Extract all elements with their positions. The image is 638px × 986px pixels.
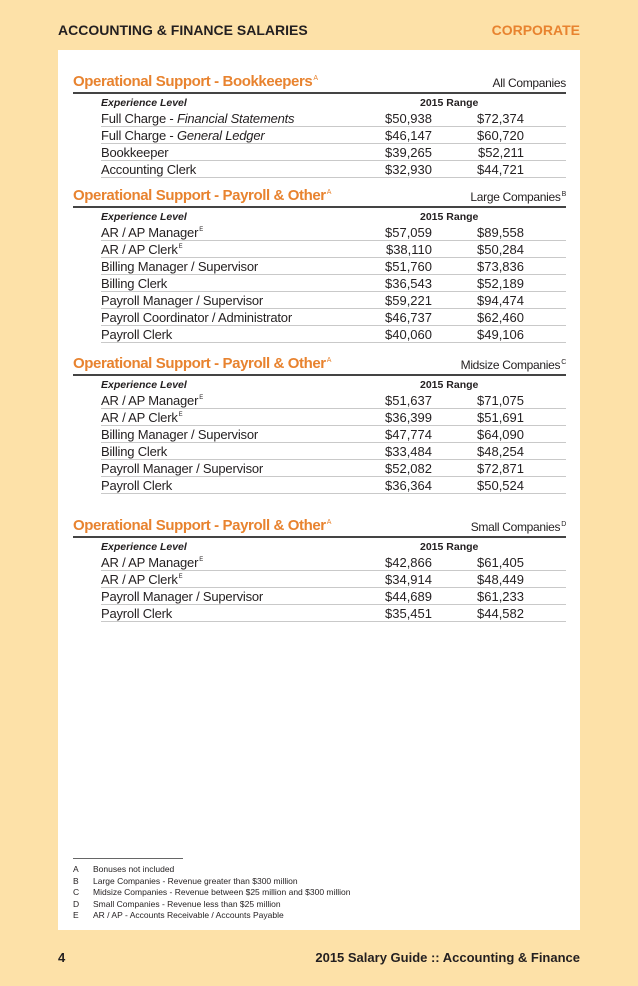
page-header	[58, 22, 580, 38]
table-row	[101, 275, 566, 292]
job-title	[101, 225, 203, 240]
salary-high: $44,582	[477, 605, 524, 621]
range-header: 2015 Range	[420, 96, 479, 109]
salary-low: $47,774	[385, 426, 432, 442]
footnote-text: Bonuses not included	[93, 864, 175, 874]
table-row	[101, 588, 566, 605]
column-headers	[73, 208, 566, 224]
experience-level-header: Experience Level	[101, 210, 187, 223]
job-title-text: Full Charge -	[101, 110, 177, 126]
job-title-text: AR / AP Manager	[101, 554, 199, 570]
table-row	[101, 409, 566, 426]
job-title	[101, 589, 263, 604]
footnote-key: B	[73, 875, 79, 886]
salary-high: $61,233	[477, 588, 524, 604]
job-title-text: Payroll Manager / Supervisor	[101, 460, 264, 476]
section-title	[73, 73, 318, 90]
salary-low: $50,938	[385, 110, 432, 126]
salary-high: $61,405	[477, 554, 524, 570]
job-title	[101, 606, 172, 621]
job-title-footnote: E	[178, 244, 183, 251]
job-title-footnote: E	[199, 557, 204, 564]
section-title-text: Operational Support - Payroll & Other	[73, 187, 326, 204]
job-title	[101, 259, 258, 274]
salary-low: $35,451	[385, 605, 432, 621]
header-category: CORPORATE	[491, 22, 580, 38]
section-title-text: Operational Support - Payroll & Other	[73, 517, 326, 534]
company-size-footnote: C	[561, 359, 566, 366]
salary-section	[73, 512, 566, 622]
salary-high: $72,374	[477, 110, 524, 126]
section-title-footnote: A	[313, 75, 318, 82]
company-size-text: Large Companies	[470, 190, 561, 204]
job-title	[101, 572, 182, 587]
salary-high: $62,460	[477, 309, 524, 325]
salary-low: $38,110	[385, 241, 432, 257]
footnote-item	[73, 876, 351, 888]
section-title	[73, 355, 331, 372]
table-row	[101, 309, 566, 326]
job-title-text: Accounting Clerk	[101, 161, 197, 177]
salary-low: $46,147	[385, 127, 432, 143]
table-row	[101, 460, 566, 477]
company-size-footnote: B	[561, 191, 566, 198]
job-title	[101, 145, 168, 160]
experience-level-header: Experience Level	[101, 378, 187, 391]
salary-low: $36,364	[385, 477, 432, 493]
job-title	[101, 293, 263, 308]
job-title-footnote: E	[178, 412, 183, 419]
job-title	[101, 461, 263, 476]
table-row	[101, 554, 566, 571]
job-title-text: AR / AP Manager	[101, 224, 199, 240]
salary-low: $46,737	[385, 309, 432, 325]
column-headers	[73, 94, 566, 110]
company-size-text: All Companies	[492, 76, 566, 90]
footnote-text: Midsize Companies - Revenue between $25 million and $300 million	[93, 887, 351, 897]
job-title	[101, 128, 265, 143]
salary-high: $52,189	[477, 275, 524, 291]
page-number: 4	[58, 950, 66, 965]
salary-high: $72,871	[477, 460, 524, 476]
salary-high: $48,254	[477, 443, 524, 459]
job-title-italic: General Ledger	[176, 127, 265, 143]
section-title-footnote: A	[326, 519, 332, 526]
table-row	[101, 161, 566, 178]
salary-low: $42,866	[385, 554, 432, 570]
salary-low: $36,543	[385, 275, 432, 291]
salary-high: $51,691	[477, 409, 524, 425]
salary-high: $49,106	[477, 326, 524, 342]
salary-panel	[58, 50, 580, 930]
job-title-text: AR / AP Clerk	[101, 571, 178, 587]
salary-high: $73,836	[477, 258, 524, 274]
salary-high: $60,720	[477, 127, 524, 143]
section-header	[73, 68, 566, 90]
table-row	[101, 258, 566, 275]
range-header: 2015 Range	[420, 540, 479, 553]
salary-low: $59,221	[385, 292, 432, 308]
salary-low: $33,484	[385, 443, 432, 459]
column-headers	[73, 376, 566, 392]
range-header: 2015 Range	[420, 378, 479, 391]
job-title	[101, 410, 182, 425]
table-row	[101, 477, 566, 494]
table-row	[101, 127, 566, 144]
table-row	[101, 292, 566, 309]
company-size-footnote: D	[561, 521, 566, 528]
job-title	[101, 427, 258, 442]
footnote-key: C	[73, 887, 80, 897]
job-title-text: Payroll Coordinator / Administrator	[101, 309, 292, 325]
section-header	[73, 182, 566, 204]
job-title-text: Payroll Clerk	[101, 605, 173, 621]
footnote-text: Small Companies - Revenue less than $25 million	[93, 898, 281, 909]
footnote-text: Large Companies - Revenue greater than $300 million	[93, 875, 298, 886]
footnote-key: D	[73, 898, 80, 909]
job-title	[101, 111, 294, 126]
table-row	[101, 392, 566, 409]
salary-high: $50,284	[477, 241, 524, 257]
job-title-text: Bookkeeper	[101, 144, 169, 160]
company-size	[461, 358, 566, 372]
job-title-text: Payroll Clerk	[101, 477, 173, 493]
section-title-footnote: A	[326, 357, 332, 364]
footnotes	[73, 864, 351, 922]
salary-high: $48,449	[477, 571, 524, 587]
page-footer	[58, 950, 580, 965]
salary-section	[73, 68, 566, 178]
section-header	[73, 512, 566, 534]
salary-low: $44,689	[385, 588, 432, 604]
experience-level-header: Experience Level	[101, 540, 187, 553]
salary-low: $52,082	[385, 460, 432, 476]
footnote-item	[73, 910, 351, 922]
company-size	[471, 520, 566, 534]
section-title	[73, 517, 331, 534]
table-row	[101, 144, 566, 161]
job-title	[101, 242, 182, 257]
salary-low: $57,059	[385, 224, 432, 240]
table-row	[101, 224, 566, 241]
salary-section	[73, 350, 566, 494]
salary-high: $94,474	[477, 292, 524, 308]
salary-low: $39,265	[385, 144, 432, 160]
section-title-text: Operational Support - Payroll & Other	[73, 355, 326, 372]
salary-low: $40,060	[385, 326, 432, 342]
company-size-text: Small Companies	[470, 520, 561, 534]
job-title-text: AR / AP Clerk	[101, 241, 178, 257]
job-title-text: Billing Manager / Supervisor	[101, 426, 258, 442]
salary-high: $44,721	[477, 161, 524, 177]
company-size	[470, 190, 566, 204]
salary-high: $52,211	[477, 144, 524, 160]
footnote-key: A	[73, 864, 79, 874]
salary-high: $71,075	[477, 392, 524, 408]
company-size-text: Midsize Companies	[460, 358, 561, 372]
range-header: 2015 Range	[420, 210, 479, 223]
job-title-footnote: E	[199, 227, 204, 234]
table-row	[101, 571, 566, 588]
footnote-item	[73, 887, 351, 899]
table-row	[101, 426, 566, 443]
job-title-text: AR / AP Manager	[101, 392, 199, 408]
job-title	[101, 276, 167, 291]
job-title	[101, 444, 167, 459]
job-title-text: Payroll Manager / Supervisor	[101, 292, 264, 308]
table-row	[101, 605, 566, 622]
table-row	[101, 326, 566, 343]
footnote-key: E	[73, 910, 79, 920]
job-title-footnote: E	[178, 574, 183, 581]
salary-low: $51,760	[385, 258, 432, 274]
footnote-divider	[73, 858, 183, 859]
section-title-text: Operational Support - Bookkeepers	[73, 73, 313, 90]
company-size	[493, 76, 566, 90]
footnote-text: AR / AP - Accounts Receivable / Accounts Payable	[93, 910, 284, 920]
job-title-text: Full Charge -	[101, 127, 177, 143]
footnote-item	[73, 899, 351, 911]
job-title-text: Billing Manager / Supervisor	[101, 258, 258, 274]
salary-low: $51,637	[385, 392, 432, 408]
job-title-text: AR / AP Clerk	[101, 409, 178, 425]
job-title	[101, 393, 203, 408]
header-title: ACCOUNTING & FINANCE SALARIES	[58, 22, 308, 38]
job-title	[101, 555, 203, 570]
table-row	[101, 443, 566, 460]
footer-title: 2015 Salary Guide :: Accounting & Finance	[315, 950, 580, 965]
job-title-text: Billing Clerk	[101, 275, 168, 291]
table-row	[101, 110, 566, 127]
job-title-text: Billing Clerk	[101, 443, 168, 459]
job-title	[101, 310, 292, 325]
column-headers	[73, 538, 566, 554]
job-title	[101, 162, 196, 177]
table-row	[101, 241, 566, 258]
section-title-footnote: A	[326, 189, 332, 196]
salary-high: $50,524	[477, 477, 524, 493]
job-title-text: Payroll Clerk	[101, 326, 173, 342]
section-title	[73, 187, 331, 204]
salary-high: $64,090	[477, 426, 524, 442]
experience-level-header: Experience Level	[101, 96, 187, 109]
salary-high: $89,558	[477, 224, 524, 240]
job-title	[101, 327, 172, 342]
salary-low: $36,399	[385, 409, 432, 425]
salary-low: $34,914	[385, 571, 432, 587]
job-title-italic: Financial Statements	[176, 110, 295, 126]
job-title-footnote: E	[199, 395, 204, 402]
job-title-text: Payroll Manager / Supervisor	[101, 588, 264, 604]
salary-low: $32,930	[385, 161, 432, 177]
section-header	[73, 350, 566, 372]
job-title	[101, 478, 172, 493]
footnote-item	[73, 864, 351, 876]
salary-section	[73, 182, 566, 343]
